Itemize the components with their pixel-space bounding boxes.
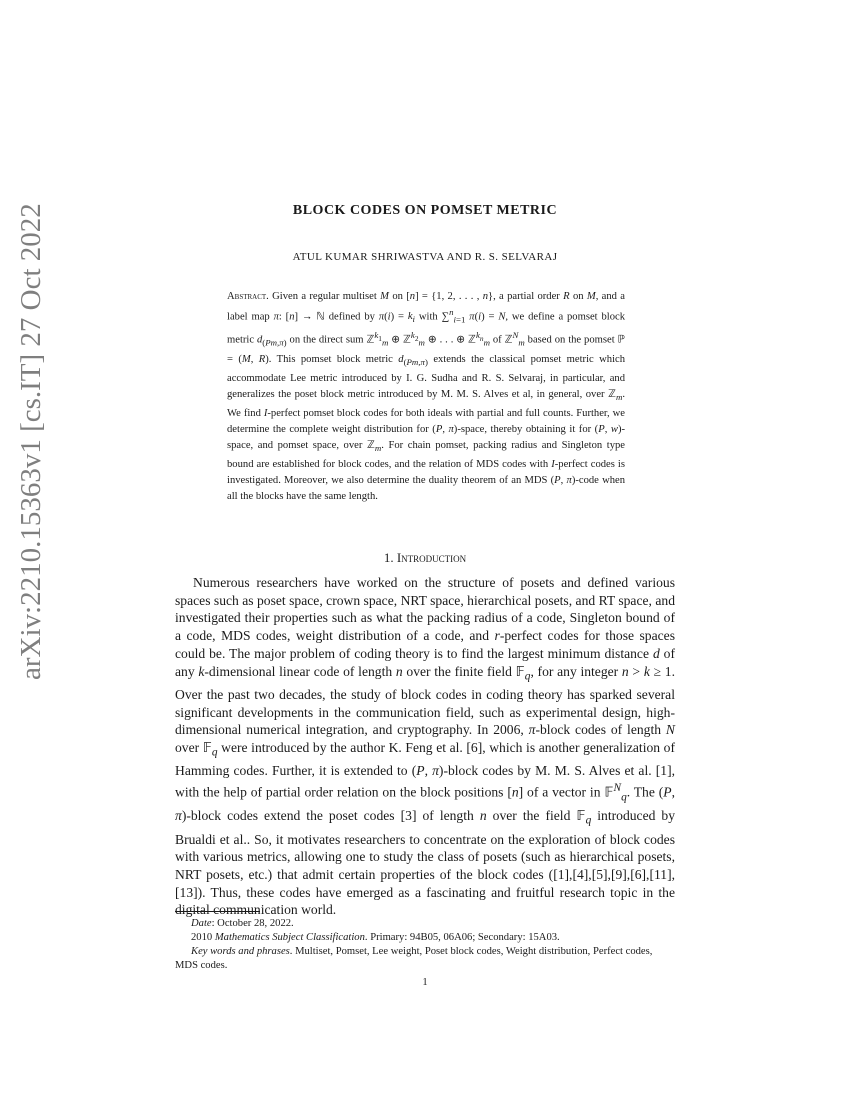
footnote-date: Date: October 28, 2022. xyxy=(191,918,294,929)
section-number: 1. xyxy=(383,550,394,565)
abstract: Abstract. Given a regular multiset M on [n] = {1, 2, . . . , n}, a partial order R on M, and a label map π: [n] → ℕ defined by $\pi(i) = k_i$ with ∑$^n_{i=1}$ π(i) = N, we define a pomset block metric $d_{(Pm,\pi)}$ on the direct sum ℤ$^{k_1}_m$ ⊕ ℤ$^{k_2}_m$ ⊕ . . . ⊕ ℤ$^{k_n}_m$ of ℤ$^N_m$ based on the pomset ℙ = (M, R). This pomset block metric $d_{(Pm,\pi)}$ extends the classical pomset metric which accommodate Lee metric introduced by I. G. Sudha and R. S. Selvaraj, in particular, and generalizes the poset block metric introduced by M. M. S. Alves et al, in general, over ℤ$_m$. We find I-perfect pomset block codes for both ideals with partial and full counts. Further, we determine the complete weight distribution for (P, π)-space, thereby obtaining it for (P, w)-space, and pomset space, over ℤ$_m$. For chain pomset, packing radius and Singleton type bound are established for block codes, and the relation of MDS codes with I-perfect codes is investigated. Moreover, we also determine the duality theorem of an MDS (P, π)-code when all the blocks have the same length. xyxy=(227,291,626,502)
introduction-paragraph: Numerous researchers have worked on the structure of posets and defined various spaces such as poset space, crown space, NRT space, hierarchical posets, and RT space, and investigated their properties such as what the packing radius of a code, Singleton bound of a code, MDS codes, weight distribution of a code, and r-perfect codes for those spaces could be. The major problem of coding theory is to find the largest minimum distance d of any k-dimensional linear code of length n over the finite field 𝔽$_q$, for any integer n > k ≥ 1. Over the past two decades, the study of block codes in coding theory has sparked several significant developments in the communication field, such as experimental design, high-dimensional numerical integration, and cryptography. In 2006, π-block codes of length N over 𝔽$_q$ were introduced by the author K. Feng et al. [6], which is another generalization of Hamming codes. Further, it is extended to (P, π)-block codes by M. M. S. Alves et al. [1], with the help of partial order relation on the block positions [n] of a vector in 𝔽$^N_q$. The (P, π)-block codes extend the poset codes [3] of length n over the field 𝔽$_q$ introduced by Brualdi et al.. So, it motivates researchers to concentrate on the exploration of block codes with various metrics, allowing one to study the class of posets (such as hierarchical posets, NRT posets, etc.) that admit certain properties of the block codes ([1],[4],[5],[9],[6],[11],[13]). Thus, these codes have emerged as a fascinating and fruitful research topic in the digital communication world. xyxy=(175,575,676,918)
section-heading xyxy=(0,550,850,566)
section-title: Introduction xyxy=(396,550,467,565)
footnote-rule xyxy=(175,911,260,912)
footnotes xyxy=(175,917,675,973)
page-number: 1 xyxy=(422,977,428,988)
arxiv-identifier: arXiv:2210.15363v1 [cs.IT] 27 Oct 2022 xyxy=(15,203,47,680)
abstract-label: Abstract. xyxy=(227,291,269,302)
paper-title: BLOCK CODES ON POMSET METRIC xyxy=(292,203,558,218)
paper-authors: ATUL KUMAR SHRIWASTVA AND R. S. SELVARAJ xyxy=(292,251,558,263)
footnote-msc: 2010 Mathematics Subject Classification. Primary: 94B05, 06A06; Secondary: 15A03. xyxy=(191,932,560,943)
footnote-keywords: Key words and phrases. Multiset, Pomset, Lee weight, Poset block codes, Weight distribution, Perfect codes, MDS codes. xyxy=(175,946,653,971)
